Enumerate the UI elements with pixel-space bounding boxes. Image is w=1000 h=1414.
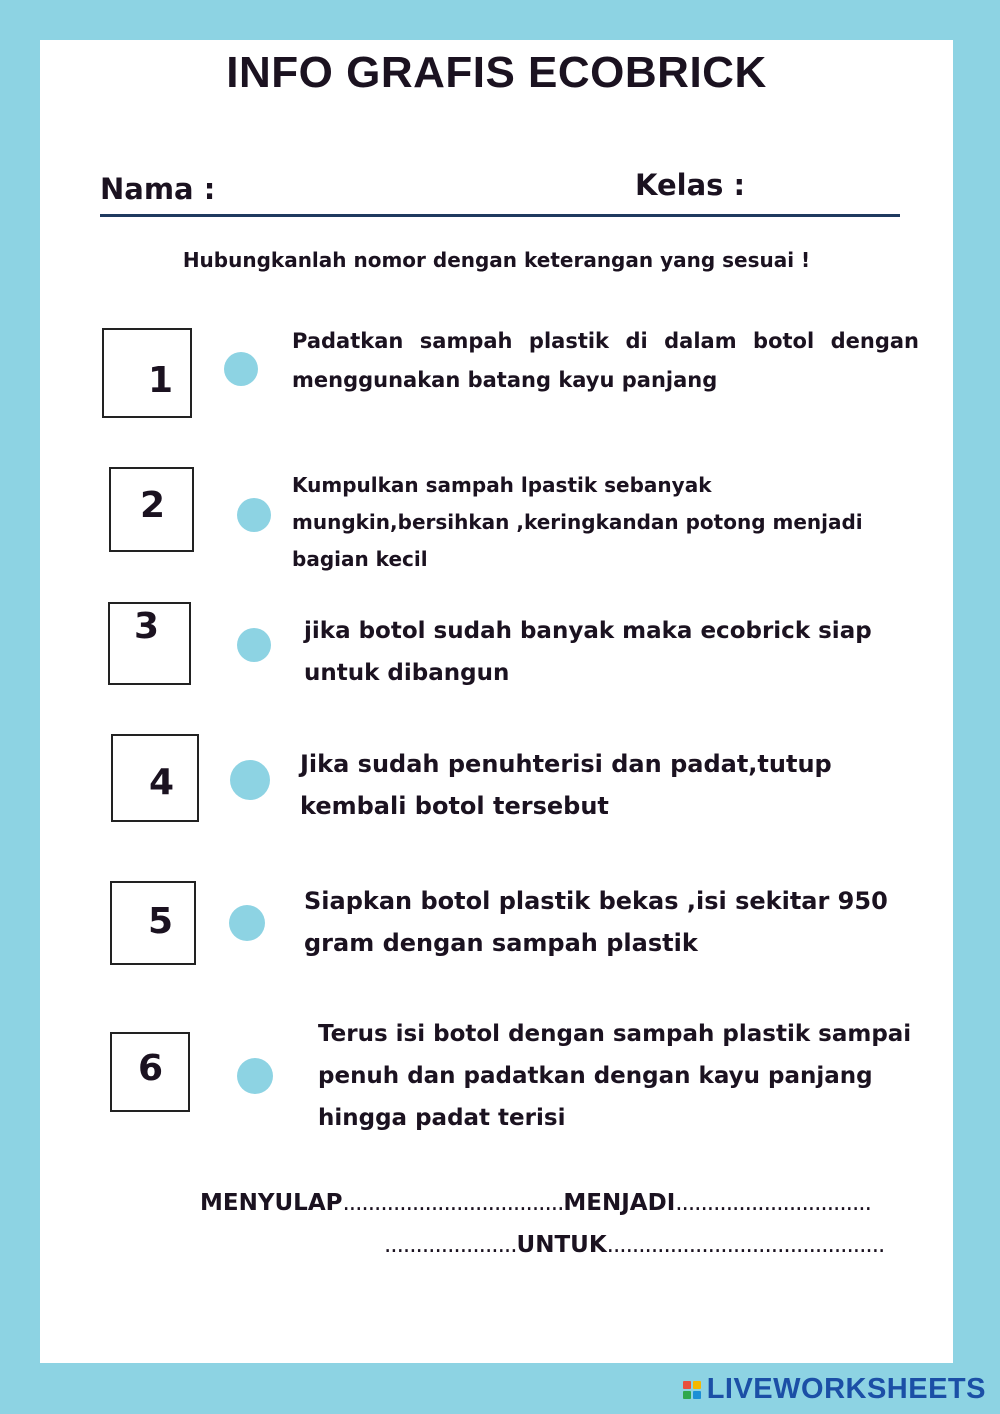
liveworksheets-brand[interactable] [683, 1373, 986, 1406]
number-label: 1 [148, 360, 174, 401]
description-3[interactable]: jika botol sudah banyak maka ecobrick siap untuk dibangun [304, 618, 872, 686]
brand-name: LIVEWORKSHEETS [706, 1373, 986, 1405]
blank-1[interactable]: ................................... [342, 1190, 564, 1216]
number-box-6[interactable] [110, 1032, 190, 1112]
word-untuk: UNTUK [516, 1232, 607, 1258]
connector-dot-5[interactable] [229, 905, 265, 941]
connector-dot-1[interactable] [224, 352, 258, 386]
logo-square-yellow [693, 1381, 701, 1389]
instruction-text: Hubungkanlah nomor dengan keterangan yang sesuai ! [182, 248, 811, 272]
name-class-underline [100, 214, 900, 217]
worksheet-page [40, 40, 953, 1363]
fill-in-line-1 [200, 1190, 871, 1216]
blank-4[interactable]: ............................................ [606, 1232, 885, 1258]
number-box-5[interactable] [110, 881, 196, 965]
description-1[interactable]: Padatkan sampah plastik di dalam botol dengan menggunakan batang kayu panjang [292, 329, 919, 392]
number-label: 5 [148, 901, 174, 942]
number-label: 2 [140, 485, 166, 526]
connector-dot-2[interactable] [237, 498, 271, 532]
connector-dot-6[interactable] [237, 1058, 273, 1094]
connector-dot-3[interactable] [237, 628, 271, 662]
number-label: 3 [134, 606, 160, 647]
blank-3[interactable]: ..................... [384, 1232, 517, 1258]
logo-square-blue [693, 1391, 701, 1399]
nama-label: Nama : [100, 172, 216, 206]
number-box-1[interactable] [102, 328, 192, 418]
number-box-4[interactable] [111, 734, 199, 822]
connector-dot-4[interactable] [230, 760, 270, 800]
fill-in-line-2 [384, 1232, 884, 1258]
description-2[interactable]: Kumpulkan sampah lpastik sebanyak mungkin,bersihkan ,keringkandan potong menjadi bagian kecil [292, 473, 863, 571]
description-4[interactable]: Jika sudah penuhterisi dan padat,tutup kembali botol tersebut [300, 750, 832, 820]
kelas-label: Kelas : [635, 168, 746, 202]
worksheet-title: INFO GRAFIS ECOBRICK [226, 48, 767, 97]
word-menyulap: MENYULAP [200, 1190, 343, 1216]
number-box-3[interactable] [108, 602, 191, 685]
description-6[interactable]: Terus isi botol dengan sampah plastik sampai penuh dan padatkan dengan kayu panjang hingga padat terisi [318, 1021, 912, 1131]
blank-2[interactable]: ............................... [675, 1190, 871, 1216]
word-menjadi: MENJADI [563, 1190, 676, 1216]
number-box-2[interactable] [109, 467, 194, 552]
liveworksheets-logo-icon [683, 1381, 701, 1399]
description-5[interactable]: Siapkan botol plastik bekas ,isi sekitar 950 gram dengan sampah plastik [304, 887, 888, 957]
logo-square-red [683, 1381, 691, 1389]
logo-square-green [683, 1391, 691, 1399]
number-label: 4 [149, 762, 175, 803]
number-label: 6 [138, 1048, 164, 1089]
